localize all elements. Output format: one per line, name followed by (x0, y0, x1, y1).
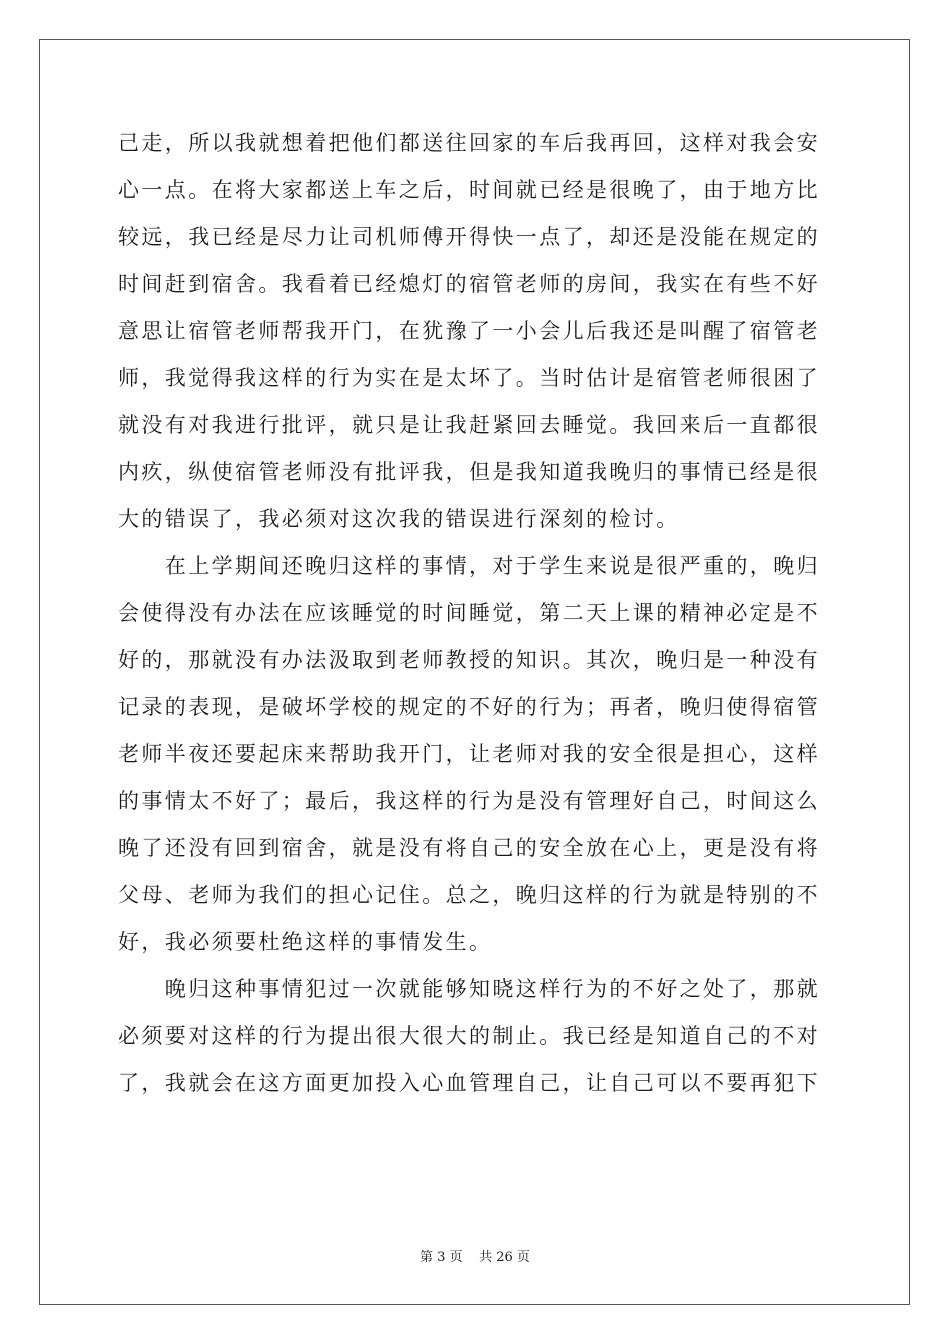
text-line: 就没有对我进行批评，就只是让我赶紧回去睡觉。我回来后一直都很 (118, 413, 820, 437)
text-line: 了，我就会在这方面更加投入心血管理自己，让自己可以不要再犯下 (118, 1071, 820, 1095)
text-line: 老师半夜还要起床来帮助我开门，让老师对我的安全很是担心，这样 (118, 742, 820, 766)
text-line: 大的错误了，我必须对这次我的错误进行深刻的检讨。 (118, 507, 680, 531)
text-line: 晚归这种事情犯过一次就能够知晓这样行为的不好之处了，那就 (118, 977, 820, 1001)
text-line: 会使得没有办法在应该睡觉的时间睡觉，第二天上课的精神必定是不 (118, 601, 820, 625)
text-line: 晚了还没有回到宿舍，就是没有将自己的安全放在心上，更是没有将 (118, 836, 820, 860)
document-body (118, 120, 838, 1107)
page-total: 共 26 页 (479, 1250, 530, 1265)
text-line: 心一点。在将大家都送上车之后，时间就已经是很晚了，由于地方比 (118, 178, 820, 202)
text-line: 好的，那就没有办法汲取到老师教授的知识。其次，晚归是一种没有 (118, 648, 820, 672)
text-line: 己走，所以我就想着把他们都送往回家的车后我再回，这样对我会安 (118, 131, 820, 155)
text-line: 父母、老师为我们的担心记住。总之，晚归这样的行为就是特别的不 (118, 883, 820, 907)
text-line: 时间赶到宿舍。我看着已经熄灯的宿管老师的房间，我实在有些不好 (118, 272, 820, 296)
text-line: 好，我必须要杜绝这样的事情发生。 (118, 930, 493, 954)
text-line: 内疚，纵使宿管老师没有批评我，但是我知道我晚归的事情已经是很 (118, 460, 820, 484)
text-line: 的事情太不好了；最后，我这样的行为是没有管理好自己，时间这么 (118, 789, 820, 813)
text-line: 师，我觉得我这样的行为实在是太坏了。当时估计是宿管老师很困了 (118, 366, 820, 390)
page-footer (0, 1246, 950, 1265)
page-number: 第 3 页 (420, 1250, 463, 1265)
text-line: 必须要对这样的行为提出很大很大的制止。我已经是知道自己的不对 (118, 1024, 820, 1048)
text-line: 记录的表现，是破坏学校的规定的不好的行为；再者，晚归使得宿管 (118, 695, 820, 719)
text-line: 意思让宿管老师帮我开门，在犹豫了一小会儿后我还是叫醒了宿管老 (118, 319, 820, 343)
text-line: 在上学期间还晚归这样的事情，对于学生来说是很严重的，晚归 (118, 554, 820, 578)
text-line: 较远，我已经是尽力让司机师傅开得快一点了，却还是没能在规定的 (118, 225, 820, 249)
